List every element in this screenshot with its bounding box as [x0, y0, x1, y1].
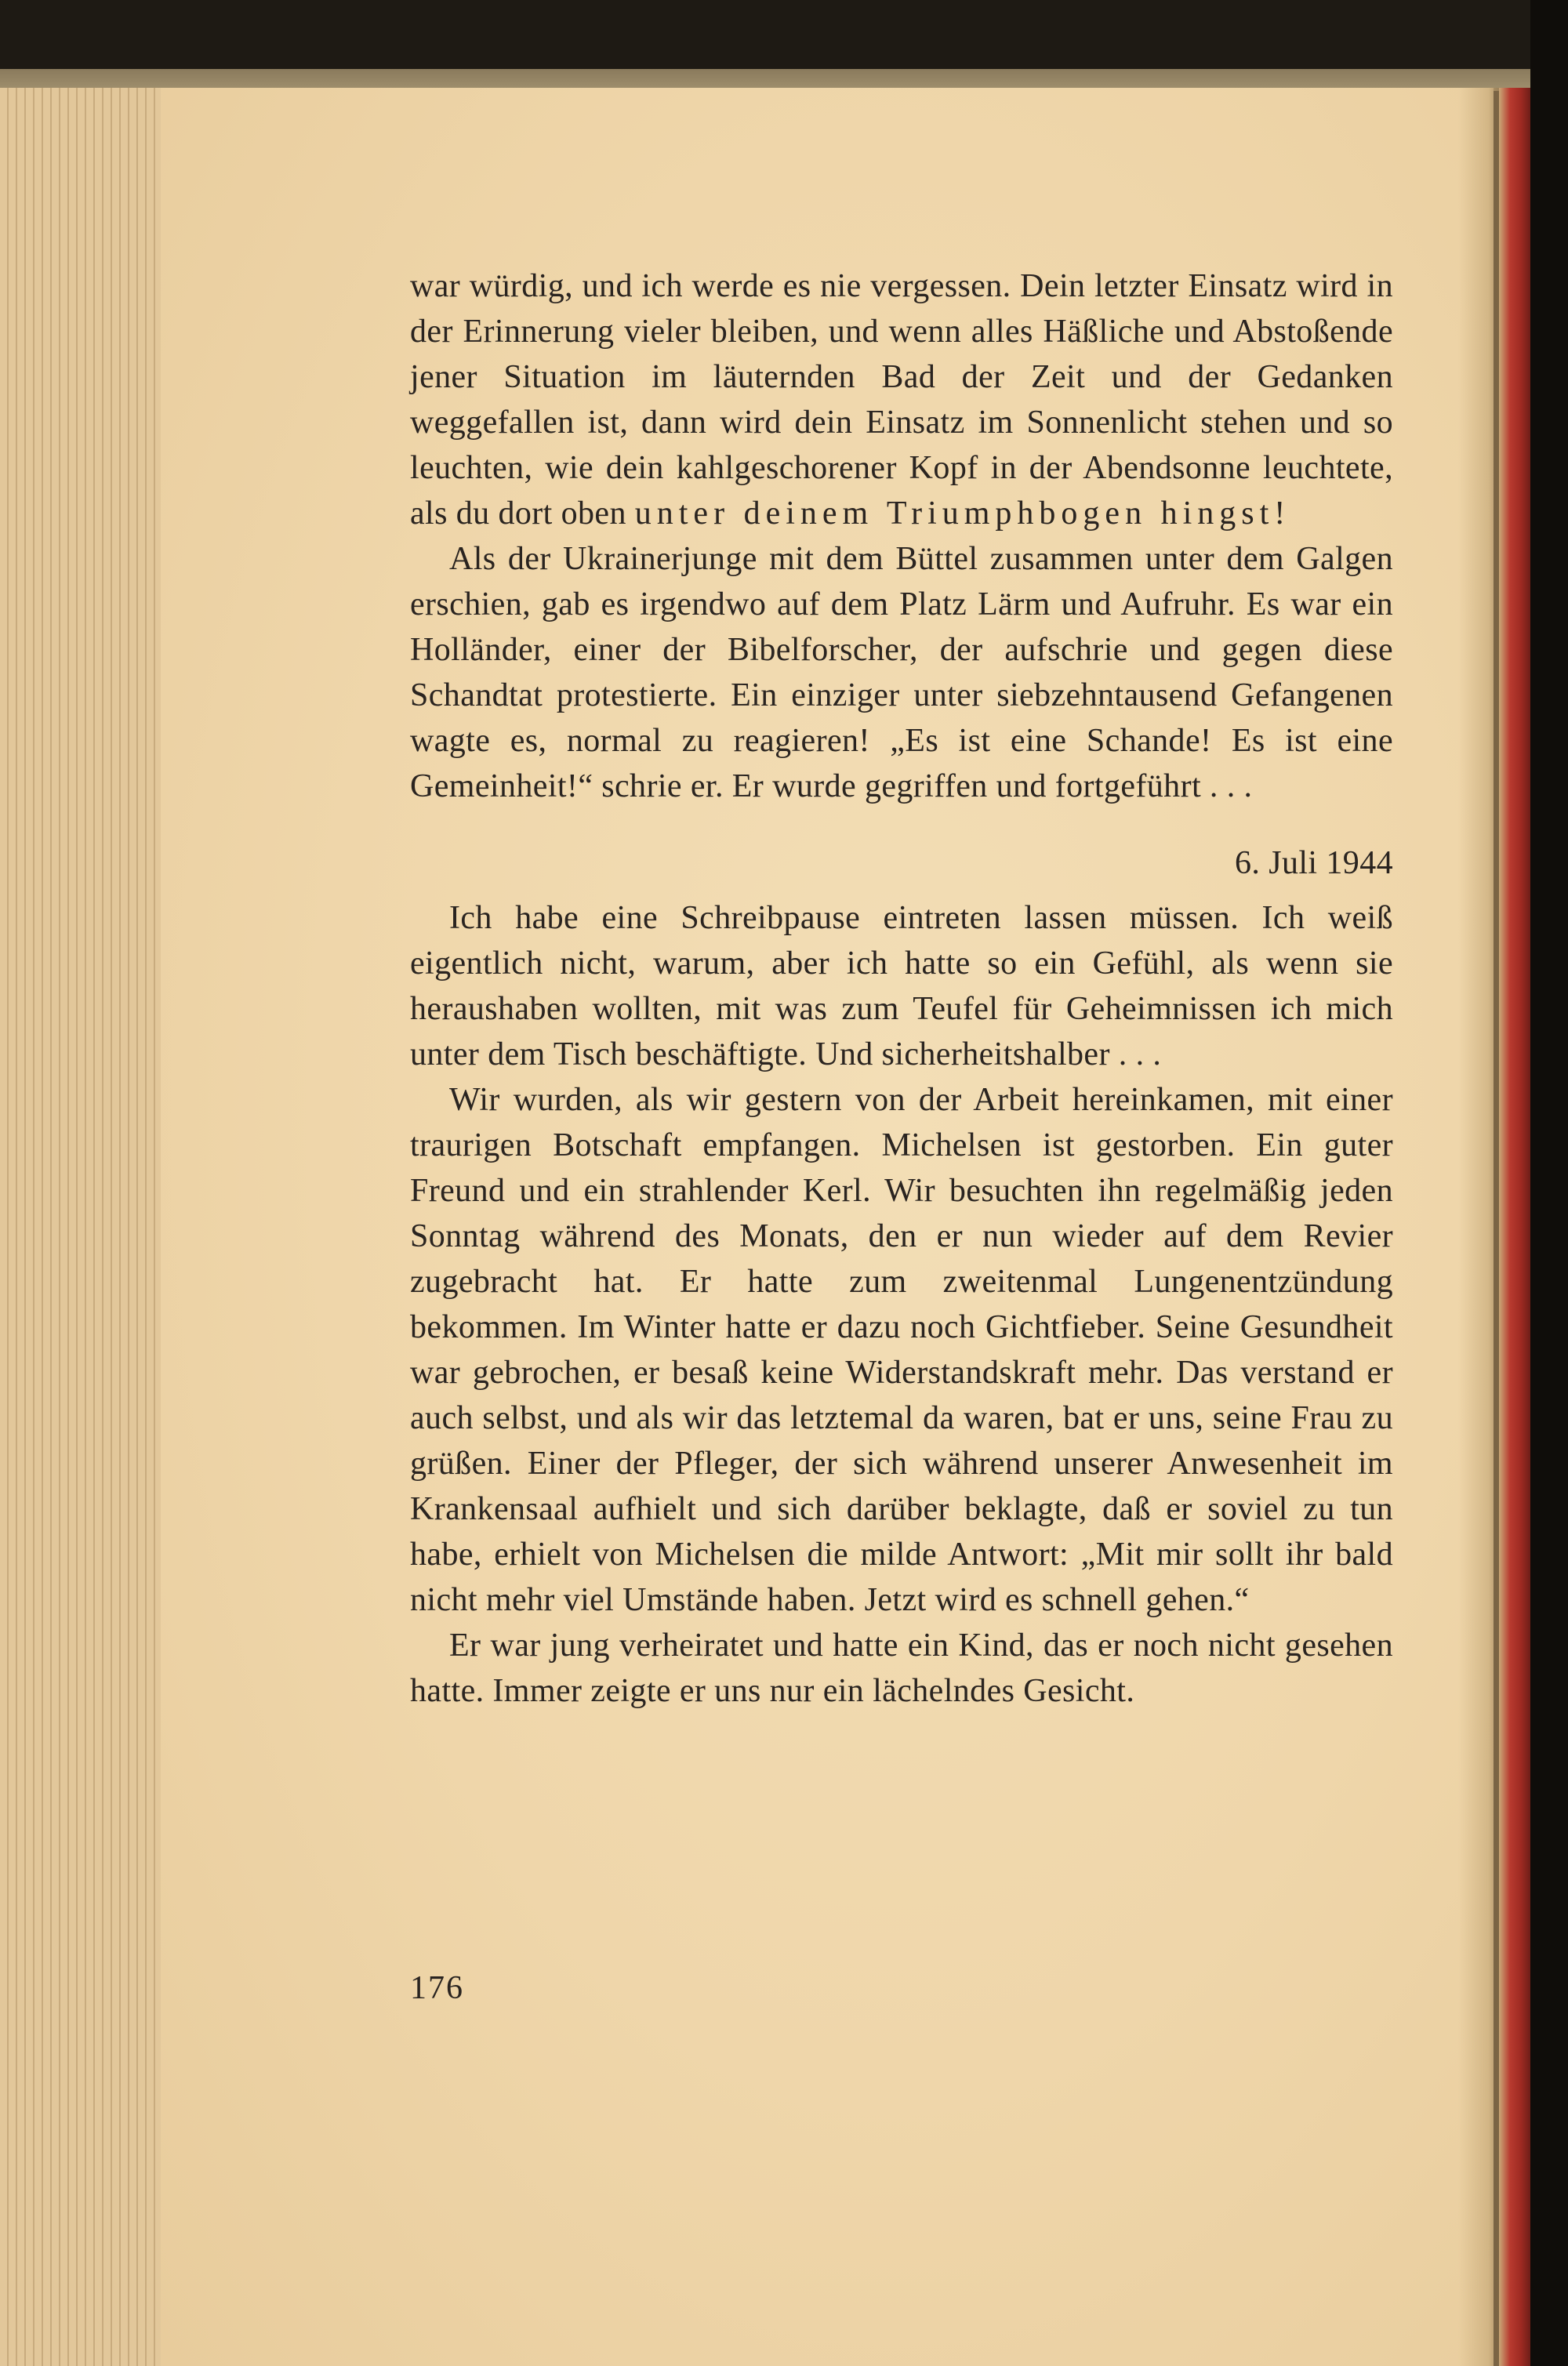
paragraph-1-spaced-text: unter deinem Triumphbogen hingst!	[634, 495, 1291, 532]
scan-right-border	[1530, 0, 1568, 2366]
paragraph-1	[410, 263, 1393, 536]
page-stack-edges	[0, 88, 165, 2366]
page-text	[410, 263, 1393, 1714]
page-gutter-shadow	[1458, 88, 1501, 2366]
date-heading: 6. Juli 1944	[1235, 845, 1393, 881]
paragraph-1-text: war würdig, und ich werde es nie vergessen. Dein letzter Einsatz wird in der Erinnerung vieler bleiben, und wenn alles Häßliche und Abstoßende jener Situation im läuternden Bad der Zeit und der Gedanken weggefallen ist, dann wird dein Einsatz im Sonnenlicht stehen und so leuchten, wie dein kahlgeschorener Kopf in der Abendsonne leuchtete, als du dort oben	[410, 268, 1393, 532]
paragraph-2: Als der Ukrainerjunge mit dem Büttel zusammen unter dem Galgen erschien, gab es irgendwo auf dem Platz Lärm und Aufruhr. Es war ein Holländer, einer der Bibelforscher, der aufschrie und gegen diese Schandtat protestierte. Ein einziger unter siebzehntausend Gefangenen wagte es, normal zu reagieren! „Es ist eine Schande! Es ist eine Gemeinheit!“ schrie er. Er wurde gegriffen und fortgeführt . . .	[410, 541, 1393, 804]
red-book-edge	[1499, 88, 1530, 2366]
paragraph-4: Wir wurden, als wir gestern von der Arbeit hereinkamen, mit einer traurigen Botschaft empfangen. Michelsen ist gestorben. Ein guter Freund und ein strahlender Kerl. Wir besuchten ihn regelmäßig jeden Sonntag während des Monats, den er nun wieder auf dem Revier zugebracht hat. Er hatte zum zweitenmal Lungenentzündung bekommen. Im Winter hatte er dazu noch Gichtfieber. Seine Gesundheit war gebrochen, er besaß keine Widerstandskraft mehr. Das verstand er auch selbst, und als wir das letztemal da waren, bat er uns, seine Frau zu grüßen. Einer der Pfleger, der sich während unserer Anwesenheit im Krankensaal aufhielt und sich darüber beklagte, daß er soviel zu tun habe, erhielt von Michelsen die milde Antwort: „Mit mir sollt ihr bald nicht mehr viel Umstände haben. Jetzt wird es schnell gehen.“	[410, 1082, 1393, 1618]
paragraph-3: Ich habe eine Schreibpause eintreten lassen müssen. Ich weiß eigentlich nicht, warum, aber ich hatte so ein Gefühl, als wenn sie heraushaben wollten, mit was zum Teufel für Geheimnissen ich mich unter dem Tisch beschäftigte. Und sicherheitshalber . . .	[410, 900, 1393, 1072]
paragraph-5: Er war jung verheiratet und hatte ein Kind, das er noch nicht gesehen hatte. Immer zeigte er uns nur ein lächelndes Gesicht.	[410, 1628, 1393, 1709]
page-number: 176	[410, 1970, 464, 2006]
